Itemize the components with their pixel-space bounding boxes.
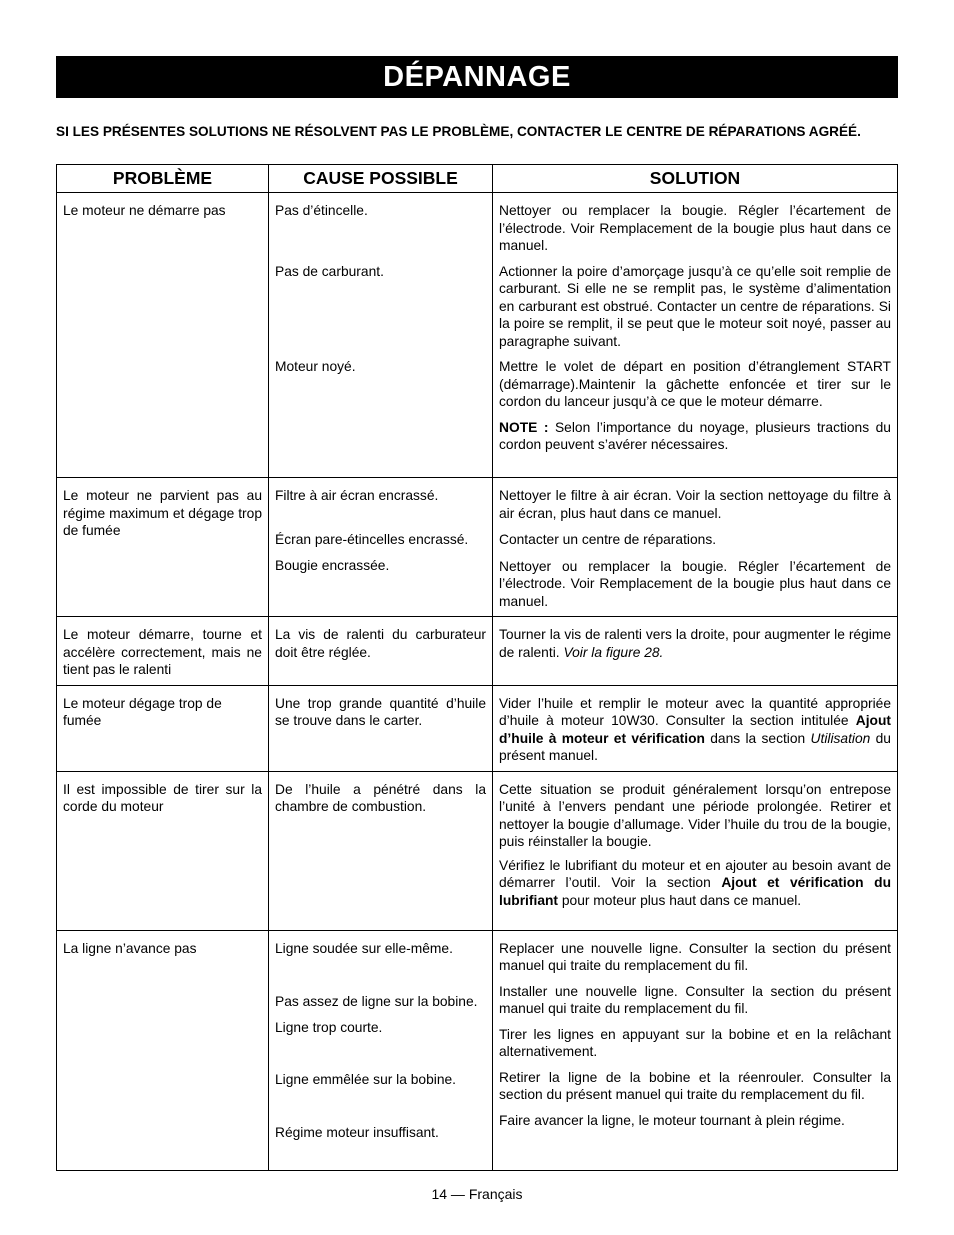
- solution-text: Vérifiez le lubrifiant du moteur et en ajouter au besoin avant de démarrer l’outil. Voir la section: [499, 857, 891, 890]
- cause-cell: [269, 478, 493, 617]
- page-title: DÉPANNAGE: [56, 56, 898, 98]
- solution-item: Faire avancer la ligne, le moteur tournant à plein régime.: [499, 1112, 845, 1128]
- solution-text: du présent manuel.: [499, 730, 891, 763]
- solution-item: Installer une nouvelle ligne. Consulter la section du présent manuel qui traite du remplacement du fil.: [499, 983, 891, 1016]
- solution-cell: [493, 685, 898, 771]
- solution-item: Retirer la ligne de la bobine et la réenrouler. Consulter la section du présent manuel qui traite du remplacement du fil.: [499, 1069, 891, 1102]
- solution-cell: [493, 617, 898, 686]
- problem-cell: Le moteur ne démarre pas: [57, 193, 269, 478]
- header-problem: PROBLÈME: [57, 165, 269, 193]
- cause-cell: [269, 685, 493, 771]
- troubleshooting-table: [56, 164, 898, 1171]
- cause-item: Filtre à air écran encrassé.: [275, 488, 439, 503]
- cause-cell: [269, 771, 493, 930]
- problem-cell: Le moteur démarre, tourne et accélère correctement, mais ne tient pas le ralenti: [57, 617, 269, 686]
- cause-item: Une trop grande quantité d’huile se trouve dans le carter.: [275, 695, 486, 728]
- solution-italic: Utilisation: [810, 730, 871, 746]
- cause-item: Moteur noyé.: [275, 359, 356, 374]
- cause-item: De l’huile a pénétré dans la chambre de combustion.: [275, 781, 486, 814]
- problem-cell: La ligne n’avance pas: [57, 930, 269, 1170]
- cause-item: Écran pare-étincelles encrassé.: [275, 532, 469, 547]
- solution-text: dans la section: [704, 730, 811, 746]
- solution-cell: [493, 930, 898, 1170]
- solution-item: Mettre le volet de départ en position d’étranglement START (démarrage).Maintenir la gâchette enfoncée et tirer sur le cordon du lanceur jusqu’à ce que le moteur démarre.: [499, 359, 891, 409]
- figure-reference: Voir la figure 28.: [563, 644, 664, 660]
- table-row: [57, 930, 898, 1170]
- solution-item: Tirer les lignes en appuyant sur la bobine et en la relâchant alternativement.: [499, 1026, 891, 1059]
- solution-item: Nettoyer le filtre à air écran. Voir la section nettoyage du filtre à air écran, plus haut dans ce manuel.: [499, 488, 891, 521]
- table-row: [57, 771, 898, 930]
- table-row: [57, 685, 898, 771]
- solution-item: Contacter un centre de réparations.: [499, 532, 717, 547]
- solution-item: Nettoyer ou remplacer la bougie. Régler l’écartement de l’électrode. Voir Remplacement de la bougie plus haut dans ce manuel.: [499, 558, 891, 609]
- cause-item: Bougie encrassée.: [275, 558, 390, 573]
- warning-text: SI LES PRÉSENTES SOLUTIONS NE RÉSOLVENT PAS LE PROBLÈME, CONTACTER LE CENTRE DE RÉPARATIONS AGRÉÉ.: [56, 124, 861, 139]
- table-row: [57, 193, 898, 478]
- note-text: Selon l’importance du noyage, plusieurs tractions du cordon peuvent s’avérer nécessaires.: [499, 419, 891, 452]
- cause-item: Pas de carburant.: [275, 264, 384, 279]
- cause-item: La vis de ralenti du carburateur doit être réglée.: [275, 627, 486, 660]
- header-cause: CAUSE POSSIBLE: [269, 165, 493, 193]
- solution-item: Nettoyer ou remplacer la bougie. Régler l’écartement de l’électrode. Voir Remplacement de la bougie plus haut dans ce manuel.: [499, 203, 891, 253]
- solution-text: pour moteur plus haut dans ce manuel.: [558, 892, 802, 908]
- solution-item: Actionner la poire d’amorçage jusqu’à ce qu’elle soit remplie de carburant. Si elle ne se remplit pas, le système d’alimentation en carburant est obstrué. Contacter un centre de réparations. Si la poire se remplit, il se peut que le moteur soit noyé, passer au paragraphe suivant.: [499, 263, 891, 349]
- solution-item: Cette situation se produit généralement lorsqu’on entrepose l’unité à l’envers pendant une période prolongée. Retirer et nettoyer la bougie d’allumage. Vider l’huile du trou de la bougie, puis réinstaller la bougie.: [499, 781, 891, 849]
- solution-cell: [493, 771, 898, 930]
- problem-cell: Le moteur ne parvient pas au régime maximum et dégage trop de fumée: [57, 478, 269, 617]
- note-label: NOTE :: [499, 419, 549, 435]
- solution-item: Replacer une nouvelle ligne. Consulter la section du présent manuel qui traite du remplacement du fil.: [499, 940, 891, 973]
- cause-cell: [269, 930, 493, 1170]
- cause-item: Ligne emmêlée sur la bobine.: [275, 1071, 457, 1087]
- problem-cell: Il est impossible de tirer sur la corde du moteur: [57, 771, 269, 930]
- header-solution: SOLUTION: [493, 165, 898, 193]
- solution-item: [499, 857, 891, 910]
- solution-emphasis: Ajout d’huile à moteur et vérification: [499, 713, 891, 746]
- table-row: [57, 617, 898, 686]
- table-row: [57, 478, 898, 617]
- cause-cell: [269, 617, 493, 686]
- table-header-row: [57, 165, 898, 193]
- cause-item: Ligne soudée sur elle-même.: [275, 940, 453, 956]
- cause-item: Pas d’étincelle.: [275, 203, 368, 218]
- solution-text: Tourner la vis de ralenti vers la droite, pour augmenter le régime de ralenti.: [499, 627, 891, 660]
- cause-item: Régime moteur insuffisant.: [275, 1124, 439, 1140]
- solution-emphasis: Ajout et vérification du lubrifiant: [499, 875, 891, 908]
- note: [499, 419, 891, 454]
- cause-item: Ligne trop courte.: [275, 1019, 383, 1035]
- page-footer: 14 — Français: [431, 1186, 523, 1202]
- solution-cell: [493, 193, 898, 478]
- cause-item: Pas assez de ligne sur la bobine.: [275, 993, 478, 1009]
- solution-text: Vider l’huile et remplir le moteur avec la quantité appropriée d’huile à moteur 10W30. Consulter la section intitulée: [499, 695, 891, 728]
- solution-cell: [493, 478, 898, 617]
- problem-cell: Le moteur dégage trop de fumée: [57, 685, 269, 771]
- cause-cell: [269, 193, 493, 478]
